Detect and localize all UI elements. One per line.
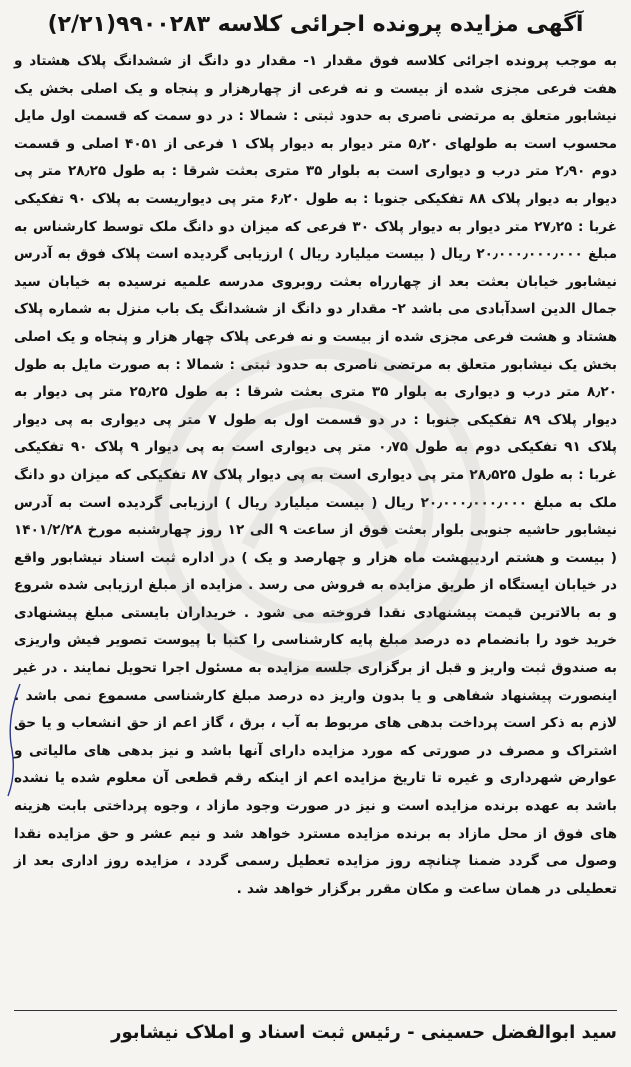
- signature-line: سید ابوالفضل حسینی - رئیس ثبت اسناد و املاک نیشابور: [111, 1022, 617, 1043]
- notice-title: آگهی مزایده پرونده اجرائی کلاسه ۹۹۰۰۲۸۳(۲/۲۱): [47, 12, 584, 37]
- notice-paragraph: به موجب پرونده اجرائی کلاسه فوق مقدار ۱- مقدار دو دانگ از ششدانگ پلاک هشتاد و هفت فرعی مجزی شده از بیست و نه فرعی از چهارهزار و پنجاه و یک اصلی بخش یک نیشابور متعلق به مرتضی ناصری به حدود ثبتی : شمالا : در دو سمت که قسمت اول مایل محسوب است به طولهای ۵٫۲۰ متر دیوار به دیوار پلاک ۱ فرعی از ۴۰۵۱ اصلی و قسمت دوم ۲٫۹۰ متر درب و دیواری است به بلوار ۳۵ متری بعثت شرقا : به طول ۲۸٫۲۵ متر پی دیوار به دیوار پلاک ۸۸ تفکیکی جنوبا : به طول ۶٫۲۰ متر پی دیواریست به پلاک ۹۰ تفکیکی غربا : ۲۷٫۲۵ متر دیوار به دیوار پلاک ۳۰ فرعی که میزان دو دانگ ملک توسط کارشناس به مبلغ ۲۰٫۰۰۰٫۰۰۰٫۰۰۰ ریال ( بیست میلیارد ریال ) ارزیابی گردیده است پلاک فوق به آدرس نیشابور خیابان بعثت بعد از چهارراه بعثت روبروی مدرسه علمیه نرسیده به خیابان سید جمال الدین اسدآبادی می باشد ۲- مقدار دو دانگ از ششدانگ یک باب منزل به شماره پلاک هشتاد و هشت فرعی مجزی شده از بیست و نه فرعی پلاک چهار هزار و پنجاه و یک اصلی بخش یک نیشابور متعلق به مرتضی ناصری به حدود ثبتی : شمالا : به صورت مایل به طول ۸٫۲۰ متر درب و دیواری به بلوار ۳۵ متری بعثت شرقا : به طول ۲۵٫۲۵ متر پی دیوار به دیوار پلاک ۸۹ تفکیکی جنوبا : در دو قسمت اول به طول ۷ متر پی دیواری به پی دیوار پلاک ۹۱ تفکیکی دوم به طول ۰٫۷۵ متر پی دیواری است به پی دیوار ۹ پلاک ۹۰ تفکیکی غربا : به طول ۲۸٫۵۲۵ متر پی دیواری است به پی دیوار پلاک ۸۷ تفکیکی که میزان دو دانگ ملک به مبلغ ۲۰٫۰۰۰٫۰۰۰٫۰۰۰ ریال ( بیست میلیارد ریال ) ارزیابی گردیده است به آدرس نیشابور حاشیه جنوبی بلوار بعثت فوق از ساعت ۹ الی ۱۲ روز چهارشنبه مورخ ۱۴۰۱/۲/۲۸ ( بیست و هشتم اردیبهشت ماه هزار و چهارصد و یک ) در اداره ثبت اسناد نیشابور واقع در خیابان ایستگاه از طریق مزایده به فروش می رسد . مزایده از مبلغ ارزیابی شده شروع و به بالاترین قیمت پیشنهادی نقدا فروخته می شود . خریداران بایستی مبلغ پیشنهادی خرید خود را بانضمام ده درصد مبلغ پایه کارشناسی را کتبا با پیوست تصویر فیش واریزی به صندوق ثبت واریز و قبل از برگزاری جلسه مزایده به مسئول اجرا تحویل نمایند . در غیر اینصورت پیشنهاد شفاهی و یا بدون واریز ده درصد مبلغ کارشناسی مسموع نمی باشد . لازم به ذکر است پرداخت بدهی های مربوط به آب ، برق ، گاز اعم از حق انشعاب و یا حق اشتراک و مصرف در صورتی که مورد مزایده دارای آنها باشد و نیز بدهی های مالیاتی و عوارض شهرداری و غیره تا تاریخ مزایده اعم از اینکه رقم قطعی آن معلوم شده یا نشده باشد به عهده برنده مزایده است و نیز در صورت وجود مازاد ، وجوه پرداختی بابت هزینه های فوق از محل مازاد به برنده مزایده مسترد خواهد شد و نیم عشر و حق مزایده نقدا وصول می گردد ضمنا چنانچه روز مزایده تعطیل رسمی گردد ، مزایده روز اداری بعد از تعطیلی در همان ساعت و مکان مقرر برگزار خواهد شد .: [14, 53, 618, 897]
- notice-body: [14, 48, 617, 903]
- footer-divider: [14, 1010, 617, 1011]
